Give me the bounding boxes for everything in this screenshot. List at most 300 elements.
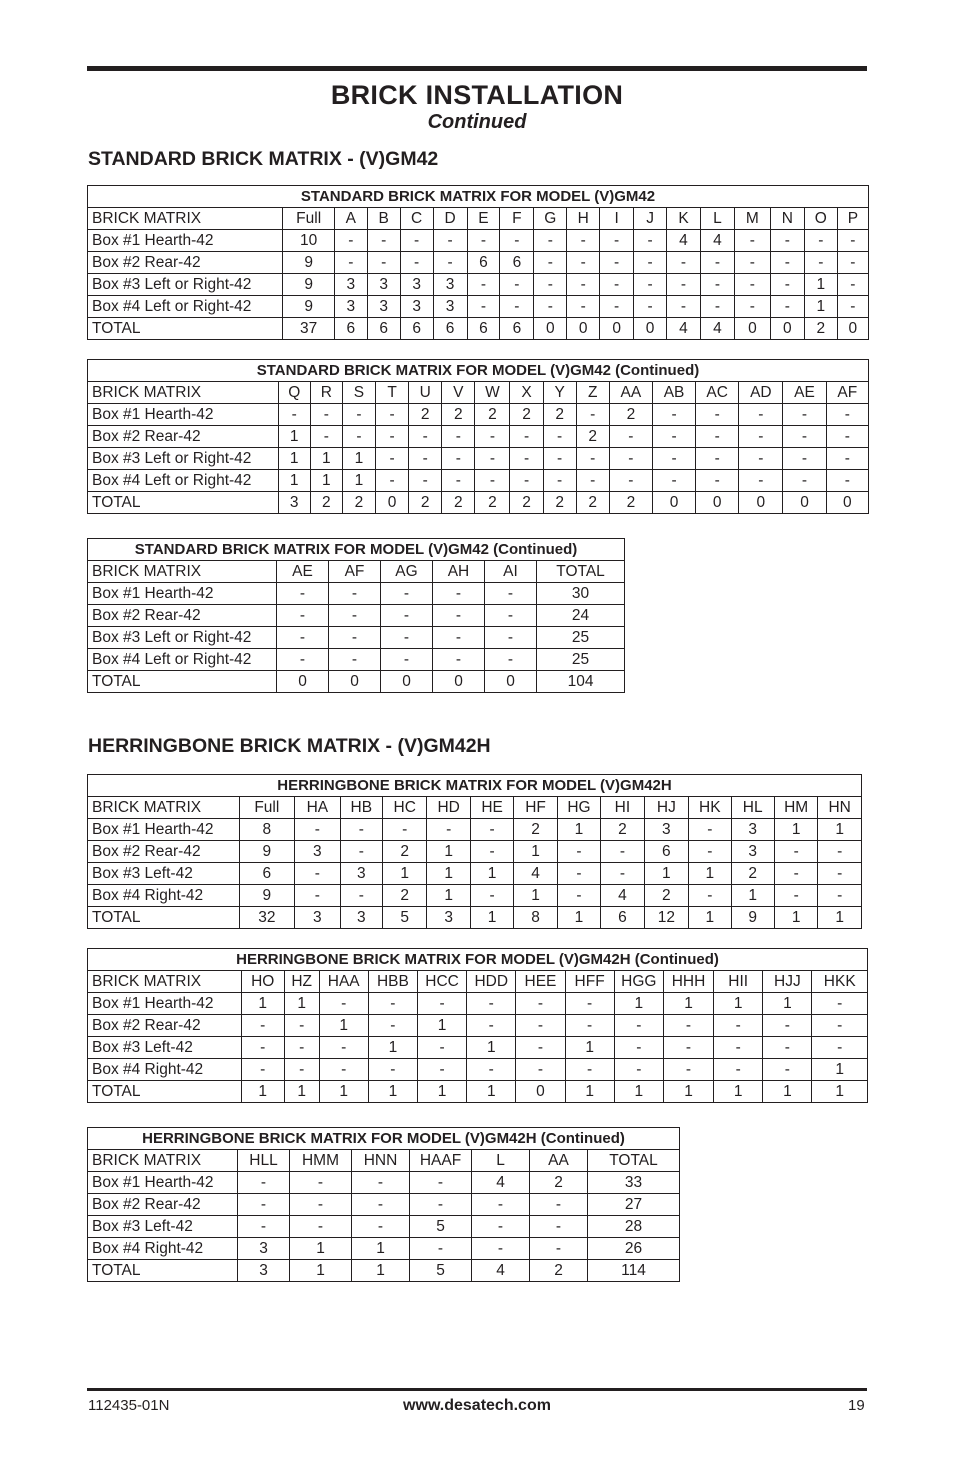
table-cell: 1 <box>663 1081 713 1103</box>
table-cell: - <box>783 470 826 492</box>
table-cell: 1 <box>818 907 862 929</box>
table-cell: - <box>329 649 381 671</box>
table-cell: 1 <box>310 448 342 470</box>
column-header: HL <box>731 797 774 819</box>
table-cell: 12 <box>644 907 688 929</box>
table-cell: - <box>804 252 837 274</box>
column-header: HGG <box>614 971 663 993</box>
table-cell: - <box>238 1172 290 1194</box>
table-cell: - <box>470 819 513 841</box>
column-header: BRICK MATRIX <box>88 208 283 230</box>
table-cell: - <box>472 1238 530 1260</box>
row-label: Box #1 Hearth-42 <box>88 583 277 605</box>
table-cell: - <box>601 841 644 863</box>
website-link[interactable]: www.desatech.com <box>403 1397 551 1414</box>
column-header: AE <box>277 561 329 583</box>
table-cell: - <box>485 583 537 605</box>
table-cell: - <box>837 274 868 296</box>
table-cell: - <box>417 1037 466 1059</box>
column-header: Q <box>278 382 310 404</box>
table-cell: - <box>433 583 485 605</box>
table-cell: 4 <box>667 230 701 252</box>
table-cell: - <box>804 230 837 252</box>
column-header: HDD <box>467 971 516 993</box>
row-label: Box #2 Rear-42 <box>88 1194 238 1216</box>
table-cell: - <box>812 993 868 1015</box>
column-header: AB <box>652 382 695 404</box>
table-cell: 1 <box>284 993 319 1015</box>
table-cell: - <box>770 252 804 274</box>
column-header: AG <box>381 561 433 583</box>
row-label: Box #4 Left or Right-42 <box>88 470 279 492</box>
table-cell: - <box>410 1172 472 1194</box>
table-cell: 1 <box>644 863 688 885</box>
row-label: TOTAL <box>88 492 279 514</box>
table-cell: - <box>433 627 485 649</box>
column-header: AF <box>329 561 381 583</box>
table-cell: 2 <box>475 492 510 514</box>
row-label: TOTAL <box>88 671 277 693</box>
column-header: HJJ <box>763 971 812 993</box>
table-cell: - <box>475 448 510 470</box>
table-row <box>88 230 869 252</box>
table-cell: 8 <box>514 907 557 929</box>
column-header: HHH <box>663 971 713 993</box>
table-cell: 2 <box>475 404 510 426</box>
row-label: Box #2 Rear-42 <box>88 426 279 448</box>
table-caption: HERRINGBONE BRICK MATRIX FOR MODEL (V)GM42H (Continued) <box>88 949 868 971</box>
table-cell: 2 <box>609 404 652 426</box>
table-cell: - <box>467 274 500 296</box>
table-cell: 3 <box>278 492 310 514</box>
table-row <box>88 1081 868 1103</box>
table-cell: 2 <box>442 492 475 514</box>
table-cell: 1 <box>290 1260 352 1282</box>
row-label: Box #1 Hearth-42 <box>88 993 242 1015</box>
table-cell: 3 <box>433 296 467 318</box>
table-cell: - <box>352 1194 410 1216</box>
table-cell: - <box>500 274 534 296</box>
row-label: Box #4 Left or Right-42 <box>88 296 283 318</box>
table-row <box>88 296 869 318</box>
table-cell: - <box>700 274 734 296</box>
page-title: BRICK INSTALLATION <box>330 80 624 110</box>
column-header: AF <box>826 382 868 404</box>
column-header: X <box>510 382 543 404</box>
table-cell: 25 <box>537 627 625 649</box>
table-cell: - <box>376 448 409 470</box>
table-cell: - <box>485 627 537 649</box>
table-cell: 0 <box>567 318 600 340</box>
row-label: Box #1 Hearth-42 <box>88 230 283 252</box>
table-cell: - <box>470 841 513 863</box>
table-cell: 1 <box>614 993 663 1015</box>
table-cell: 4 <box>472 1172 530 1194</box>
table-row <box>88 993 868 1015</box>
table-cell: - <box>427 819 470 841</box>
table-header-row <box>88 382 869 404</box>
row-label: TOTAL <box>88 907 240 929</box>
column-header: G <box>534 208 567 230</box>
table-cell: - <box>812 1037 868 1059</box>
column-header: Y <box>543 382 576 404</box>
column-header: Z <box>576 382 609 404</box>
column-header: W <box>475 382 510 404</box>
table-cell: 2 <box>576 426 609 448</box>
table-cell: - <box>433 605 485 627</box>
table-cell: - <box>340 885 382 907</box>
column-header: BRICK MATRIX <box>88 971 242 993</box>
table-cell: - <box>739 470 783 492</box>
row-label: Box #4 Right-42 <box>88 885 240 907</box>
herringbone-matrix-totals-table <box>87 1127 680 1282</box>
row-label: Box #3 Left-42 <box>88 1037 242 1059</box>
table-cell: - <box>667 274 701 296</box>
table-cell: - <box>277 627 329 649</box>
table-cell: - <box>410 1238 472 1260</box>
table-cell: 6 <box>500 252 534 274</box>
table-cell: 1 <box>774 907 817 929</box>
table-cell: - <box>329 583 381 605</box>
table-cell: - <box>467 993 516 1015</box>
table-cell: 1 <box>368 1037 417 1059</box>
column-header: U <box>409 382 442 404</box>
table-cell: - <box>310 404 342 426</box>
table-cell: - <box>442 448 475 470</box>
table-cell: 3 <box>238 1238 290 1260</box>
table-cell: 9 <box>283 296 334 318</box>
table-cell: 1 <box>557 907 600 929</box>
table-cell: 1 <box>319 1081 368 1103</box>
column-header: HMM <box>290 1150 352 1172</box>
table-cell: 0 <box>277 671 329 693</box>
table-cell: 0 <box>837 318 868 340</box>
column-header: BRICK MATRIX <box>88 1150 238 1172</box>
table-cell: - <box>739 426 783 448</box>
column-header: HII <box>714 971 763 993</box>
table-cell: - <box>763 1059 812 1081</box>
table-cell: 2 <box>804 318 837 340</box>
column-header: L <box>472 1150 530 1172</box>
table-row <box>88 627 625 649</box>
table-cell: - <box>667 252 701 274</box>
table-cell: 1 <box>417 1015 466 1037</box>
table-cell: - <box>567 230 600 252</box>
table-cell: 3 <box>427 907 470 929</box>
table-row <box>88 426 869 448</box>
table-cell: - <box>696 448 739 470</box>
table-cell: - <box>818 863 862 885</box>
column-header: HAA <box>319 971 368 993</box>
table-cell: - <box>409 448 442 470</box>
table-cell: - <box>652 404 695 426</box>
table-cell: 5 <box>410 1260 472 1282</box>
column-header: AA <box>609 382 652 404</box>
column-header: AE <box>783 382 826 404</box>
table-cell: - <box>485 605 537 627</box>
table-cell: - <box>467 230 500 252</box>
table-cell: 3 <box>644 819 688 841</box>
table-cell: - <box>409 470 442 492</box>
table-cell: - <box>818 885 862 907</box>
table-cell: - <box>543 426 576 448</box>
table-cell: - <box>601 863 644 885</box>
table-cell: - <box>295 819 340 841</box>
table-header-row <box>88 208 869 230</box>
table-cell: 1 <box>731 885 774 907</box>
table-cell: 1 <box>427 841 470 863</box>
table-cell: - <box>770 296 804 318</box>
table-cell: - <box>376 404 409 426</box>
column-header: HZ <box>284 971 319 993</box>
table-cell: 0 <box>634 318 667 340</box>
table-cell: 32 <box>239 907 295 929</box>
table-header-row <box>88 797 862 819</box>
table-cell: 28 <box>588 1216 680 1238</box>
table-cell: - <box>433 252 467 274</box>
column-header: Full <box>283 208 334 230</box>
section-heading-standard: STANDARD BRICK MATRIX - (V)GM42 <box>88 148 439 170</box>
table-cell: - <box>340 819 382 841</box>
table-cell: 1 <box>417 1081 466 1103</box>
table-row <box>88 1238 680 1260</box>
table-cell: - <box>334 252 367 274</box>
table-cell: 3 <box>731 841 774 863</box>
table-cell: 10 <box>283 230 334 252</box>
table-cell: - <box>510 426 543 448</box>
table-cell: - <box>652 448 695 470</box>
table-row <box>88 1194 680 1216</box>
table-cell: - <box>368 1015 417 1037</box>
table-cell: 114 <box>588 1260 680 1282</box>
table-cell: 0 <box>739 492 783 514</box>
table-caption: STANDARD BRICK MATRIX FOR MODEL (V)GM42 <box>88 186 869 208</box>
table-cell: - <box>714 1015 763 1037</box>
table-cell: 1 <box>514 841 557 863</box>
table-cell: - <box>534 296 567 318</box>
table-cell: 0 <box>433 671 485 693</box>
table-caption-row <box>88 775 862 797</box>
table-cell: - <box>400 252 433 274</box>
column-header: HC <box>382 797 426 819</box>
row-label: TOTAL <box>88 1260 238 1282</box>
table-cell: 27 <box>588 1194 680 1216</box>
table-cell: 37 <box>283 318 334 340</box>
table-caption-row <box>88 360 869 382</box>
table-cell: - <box>340 841 382 863</box>
table-cell: 1 <box>319 1015 368 1037</box>
table-cell: 2 <box>731 863 774 885</box>
table-cell: - <box>284 1059 319 1081</box>
table-cell: - <box>467 1059 516 1081</box>
section-heading-herringbone: HERRINGBONE BRICK MATRIX - (V)GM42H <box>88 735 491 757</box>
column-header: HI <box>601 797 644 819</box>
table-cell: - <box>567 274 600 296</box>
table-row <box>88 274 869 296</box>
row-label: Box #2 Rear-42 <box>88 841 240 863</box>
table-cell: 2 <box>514 819 557 841</box>
table-cell: 1 <box>278 426 310 448</box>
column-header: F <box>500 208 534 230</box>
table-cell: - <box>826 470 868 492</box>
table-cell: 1 <box>290 1238 352 1260</box>
table-cell: - <box>634 274 667 296</box>
table-cell: 1 <box>663 993 713 1015</box>
table-cell: 2 <box>510 404 543 426</box>
table-cell: 1 <box>470 907 513 929</box>
table-header-row <box>88 561 625 583</box>
table-cell: - <box>689 885 731 907</box>
table-cell: - <box>837 230 868 252</box>
row-label: Box #2 Rear-42 <box>88 1015 242 1037</box>
column-header: HLL <box>238 1150 290 1172</box>
table-cell: - <box>696 470 739 492</box>
table-cell: - <box>576 448 609 470</box>
table-caption-row <box>88 1128 680 1150</box>
table-cell: - <box>238 1194 290 1216</box>
row-label: Box #3 Left or Right-42 <box>88 627 277 649</box>
column-header: Full <box>239 797 295 819</box>
table-cell: - <box>382 819 426 841</box>
column-header: HG <box>557 797 600 819</box>
column-header: S <box>342 382 375 404</box>
table-cell: 3 <box>340 863 382 885</box>
table-cell: 8 <box>239 819 295 841</box>
table-cell: - <box>433 230 467 252</box>
table-cell: 3 <box>295 907 340 929</box>
table-cell: 2 <box>409 492 442 514</box>
table-caption: STANDARD BRICK MATRIX FOR MODEL (V)GM42 (Continued) <box>88 539 625 561</box>
table-cell: 2 <box>382 841 426 863</box>
column-header: HM <box>774 797 817 819</box>
table-cell: 0 <box>329 671 381 693</box>
table-cell: - <box>557 863 600 885</box>
table-cell: - <box>368 1059 417 1081</box>
table-cell: - <box>310 426 342 448</box>
table-cell: - <box>238 1216 290 1238</box>
table-cell: - <box>812 1015 868 1037</box>
table-cell: 6 <box>334 318 367 340</box>
table-cell: - <box>663 1059 713 1081</box>
table-cell: - <box>634 296 667 318</box>
column-header: HCC <box>417 971 466 993</box>
table-cell: - <box>600 274 634 296</box>
table-cell: - <box>652 426 695 448</box>
table-cell: - <box>284 1037 319 1059</box>
table-cell: 26 <box>588 1238 680 1260</box>
table-cell: - <box>381 605 433 627</box>
row-label: Box #3 Left-42 <box>88 863 240 885</box>
table-cell: 1 <box>310 470 342 492</box>
table-cell: - <box>576 470 609 492</box>
row-label: Box #1 Hearth-42 <box>88 404 279 426</box>
table-cell: 1 <box>352 1260 410 1282</box>
table-cell: 1 <box>689 907 731 929</box>
table-cell: 1 <box>514 885 557 907</box>
table-cell: - <box>319 1037 368 1059</box>
table-row <box>88 448 869 470</box>
table-cell: - <box>290 1216 352 1238</box>
table-cell: 3 <box>731 819 774 841</box>
table-cell: - <box>241 1037 284 1059</box>
column-header: D <box>433 208 467 230</box>
table-cell: - <box>319 1059 368 1081</box>
table-row <box>88 907 862 929</box>
table-row <box>88 404 869 426</box>
table-cell: 1 <box>804 296 837 318</box>
table-cell: 25 <box>537 649 625 671</box>
table-cell: 0 <box>600 318 634 340</box>
table-cell: 1 <box>342 470 375 492</box>
table-caption-row <box>88 186 869 208</box>
table-cell: 2 <box>530 1172 588 1194</box>
table-cell: - <box>557 841 600 863</box>
table-cell: - <box>714 1059 763 1081</box>
table-cell: - <box>534 252 567 274</box>
row-label: Box #1 Hearth-42 <box>88 819 240 841</box>
table-cell: 2 <box>310 492 342 514</box>
table-cell: - <box>567 296 600 318</box>
table-cell: - <box>417 1059 466 1081</box>
column-header: P <box>837 208 868 230</box>
column-header: BRICK MATRIX <box>88 561 277 583</box>
table-cell: - <box>700 252 734 274</box>
table-cell: - <box>734 252 770 274</box>
table-cell: 6 <box>500 318 534 340</box>
table-cell: 3 <box>334 296 367 318</box>
table-cell: 1 <box>774 819 817 841</box>
table-cell: 1 <box>812 1059 868 1081</box>
table-cell: 6 <box>400 318 433 340</box>
table-cell: - <box>277 605 329 627</box>
table-row <box>88 492 869 514</box>
table-cell: 1 <box>342 448 375 470</box>
table-cell: - <box>400 230 433 252</box>
column-header: O <box>804 208 837 230</box>
table-row <box>88 1037 868 1059</box>
column-header: HJ <box>644 797 688 819</box>
table-row <box>88 819 862 841</box>
table-cell: - <box>530 1216 588 1238</box>
table-cell: - <box>696 404 739 426</box>
table-cell: 1 <box>470 863 513 885</box>
table-cell: 1 <box>763 993 812 1015</box>
column-header: M <box>734 208 770 230</box>
column-header: HKK <box>812 971 868 993</box>
table-cell: 6 <box>239 863 295 885</box>
column-header: AC <box>696 382 739 404</box>
table-cell: - <box>614 1037 663 1059</box>
column-header: N <box>770 208 804 230</box>
table-cell: 2 <box>644 885 688 907</box>
column-header: AI <box>485 561 537 583</box>
table-cell: 1 <box>818 819 862 841</box>
table-cell: 0 <box>770 318 804 340</box>
column-header: E <box>467 208 500 230</box>
table-cell: 0 <box>783 492 826 514</box>
table-cell: - <box>774 885 817 907</box>
table-cell: - <box>530 1194 588 1216</box>
table-cell: 5 <box>382 907 426 929</box>
table-cell: - <box>565 1059 614 1081</box>
table-cell: - <box>352 1216 410 1238</box>
table-cell: - <box>667 296 701 318</box>
table-cell: - <box>433 649 485 671</box>
table-cell: - <box>516 993 565 1015</box>
table-cell: 6 <box>367 318 400 340</box>
table-cell: - <box>565 1015 614 1037</box>
table-cell: - <box>241 1059 284 1081</box>
